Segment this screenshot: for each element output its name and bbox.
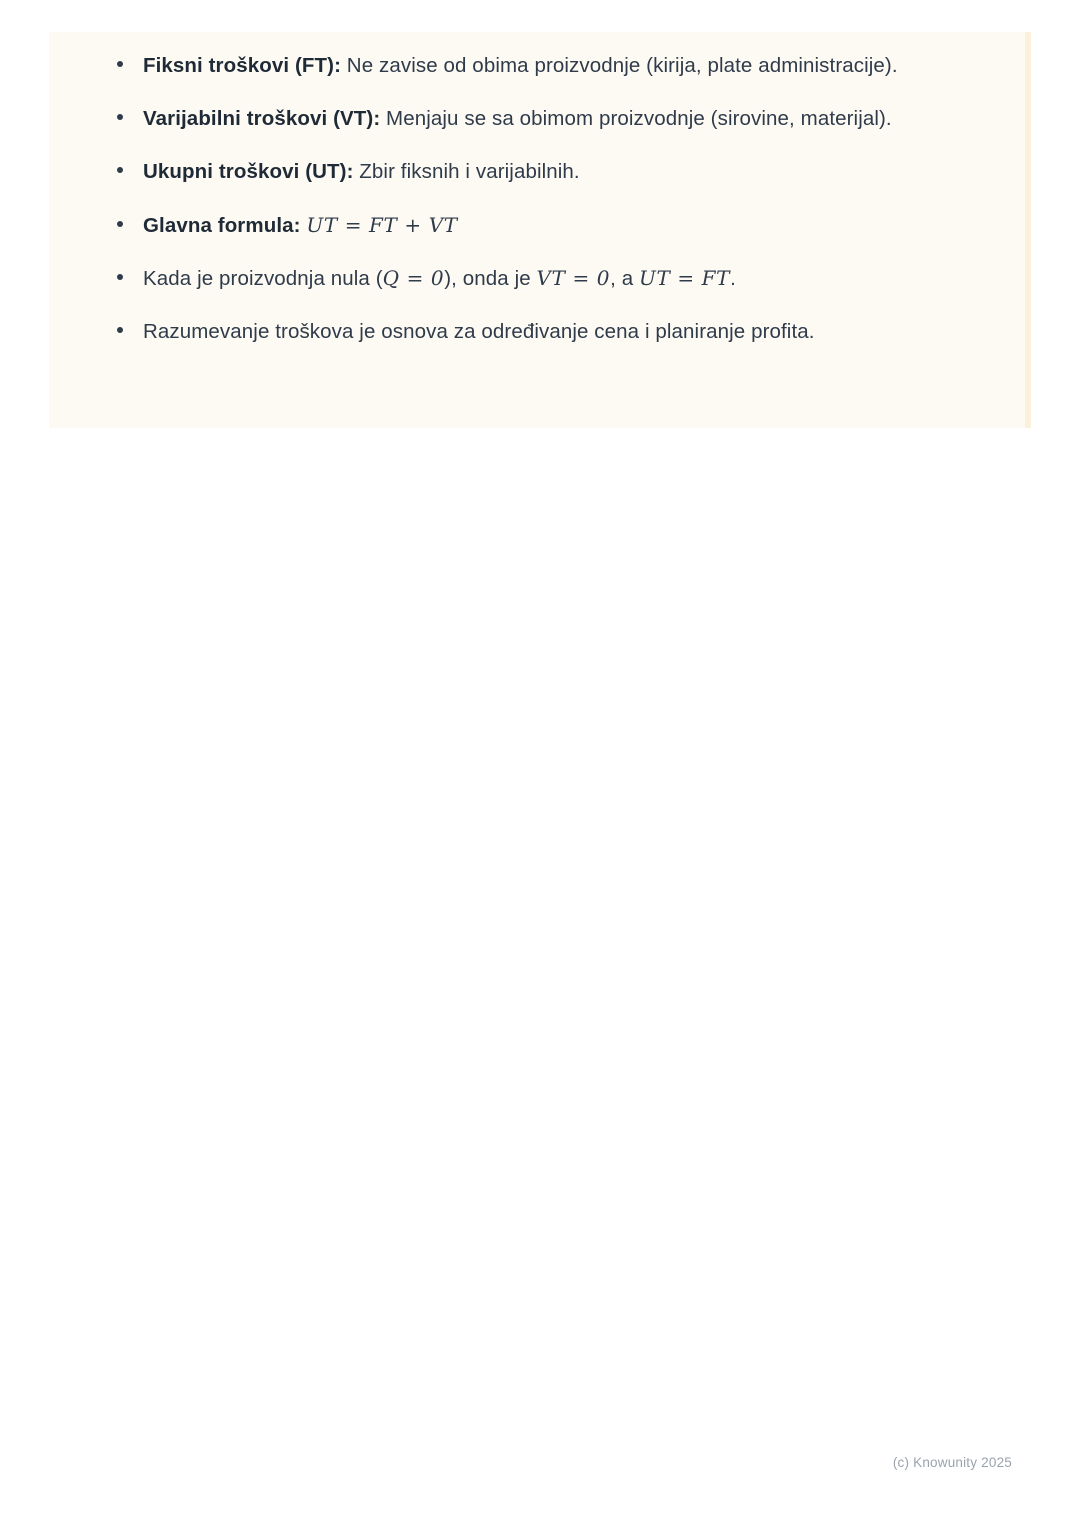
list-item-text: Razumevanje troškova je osnova za određivanje cena i planiranje profita.	[143, 320, 815, 344]
bullet-dot-icon	[117, 327, 123, 333]
bullet-dot-icon	[117, 221, 123, 227]
list-item-text-after: .	[730, 266, 736, 290]
list-item	[101, 102, 971, 135]
formula-total-cost: UT = FT + VT	[306, 212, 458, 237]
list-item-lead: Ukupni troškovi (UT):	[143, 160, 354, 184]
card-accent-bar	[1025, 32, 1031, 428]
list-item-text: Ne zavise od obima proizvodnje (kirija, plate administracije).	[341, 54, 898, 77]
summary-bullet-list	[101, 49, 971, 348]
formula-quantity-zero: Q = 0	[382, 265, 445, 290]
footer-copyright: (c) Knowunity 2025	[892, 1455, 1012, 1470]
list-item-text-middle-2: , a	[610, 266, 640, 290]
bullet-dot-icon	[117, 61, 123, 67]
list-item	[101, 155, 971, 188]
list-item	[101, 262, 971, 295]
formula-total-equals-fixed: UT = FT	[639, 265, 731, 290]
list-item-text: Menjaju se sa obimom proizvodnje (sirovine, materijal).	[380, 107, 892, 131]
list-item	[101, 315, 971, 348]
list-item-lead: Varijabilni troškovi (VT):	[143, 107, 381, 131]
list-item	[101, 209, 971, 242]
list-item	[101, 49, 971, 82]
summary-card	[49, 32, 1031, 428]
formula-variable-cost-zero: VT = 0	[536, 265, 611, 290]
bullet-dot-icon	[117, 114, 123, 120]
list-item-text: Zbir fiksnih i varijabilnih.	[353, 160, 580, 184]
bullet-dot-icon	[117, 167, 123, 173]
list-item-lead: Fiksni troškovi (FT):	[143, 54, 342, 77]
bullet-dot-icon	[117, 274, 123, 280]
list-item-lead: Glavna formula:	[143, 213, 301, 237]
list-item-text-before: Kada je proizvodnja nula (	[143, 266, 383, 290]
list-item-text-middle: ), onda je	[444, 266, 537, 290]
